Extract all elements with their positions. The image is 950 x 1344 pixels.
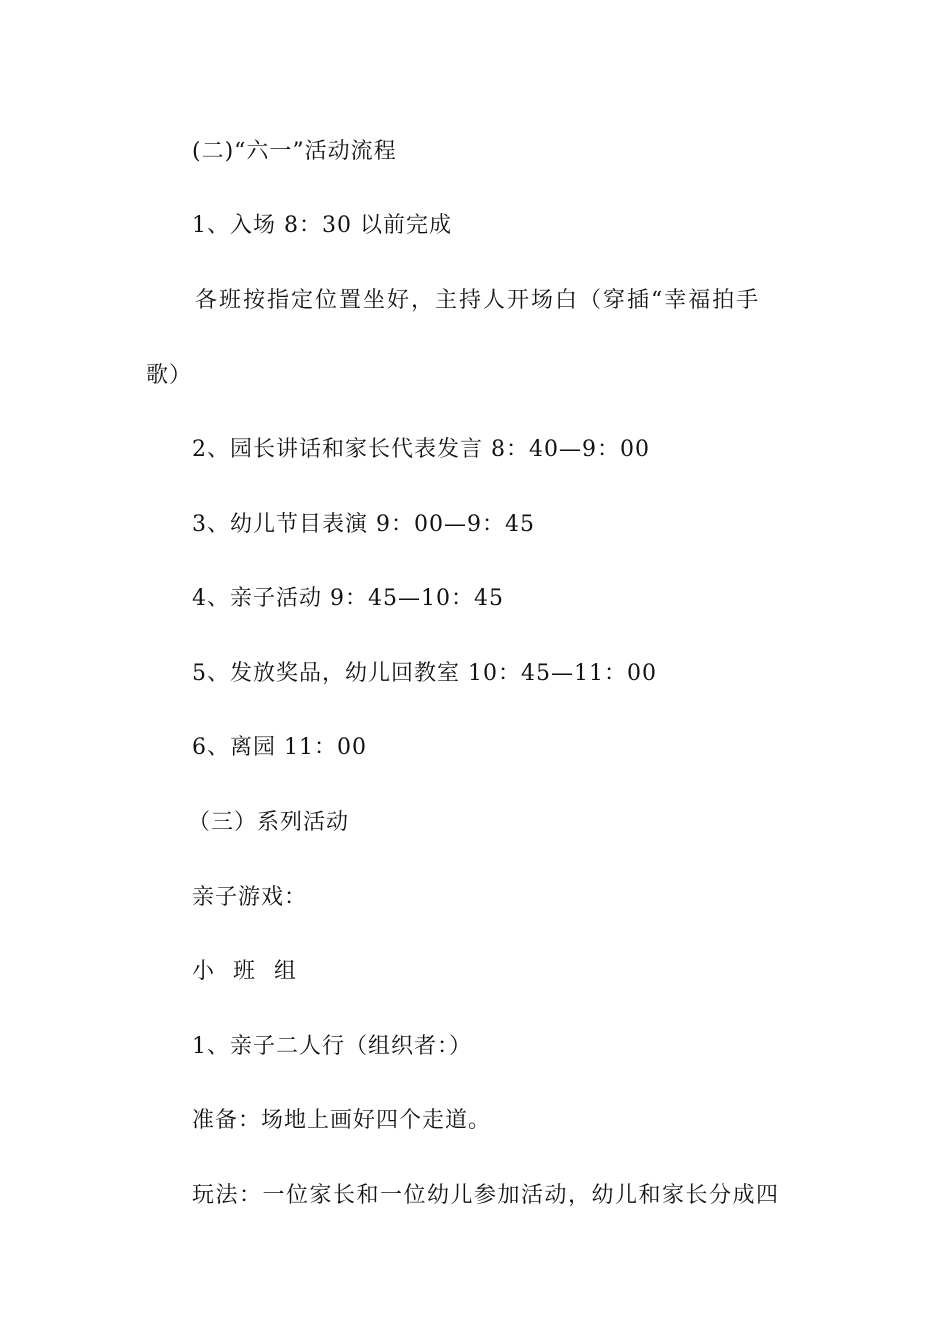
paragraph-line: 玩法：一位家长和一位幼儿参加活动，幼儿和家长分成四 xyxy=(192,1183,780,1208)
paragraph-line: 2、园长讲话和家长代表发言 8：40—9：00 xyxy=(192,437,650,462)
paragraph-line: 准备：场地上画好四个走道。 xyxy=(192,1108,492,1133)
paragraph-line: 亲子游戏： xyxy=(192,885,308,910)
paragraph-line: 歌） xyxy=(146,363,193,388)
paragraph-line: 3、幼儿节目表演 9：00—9：45 xyxy=(192,512,535,537)
section-heading-3: （三）系列活动 xyxy=(188,810,350,835)
paragraph-line: 各班按指定位置坐好，主持人开场白（穿插“幸福拍手 xyxy=(195,288,761,313)
paragraph-line: 5、发放奖品，幼儿回教室 10：45—11：00 xyxy=(192,661,657,686)
section-heading-2: (二)“六一”活动流程 xyxy=(192,139,397,164)
paragraph-line: 4、亲子活动 9：45—10：45 xyxy=(192,586,504,611)
paragraph-line: 1、亲子二人行（组织者：） xyxy=(192,1034,472,1059)
paragraph-line: 1、入场 8：30 以前完成 xyxy=(192,213,452,238)
paragraph-line: 6、离园 11：00 xyxy=(192,735,367,760)
group-heading: 小 班 组 xyxy=(192,959,302,984)
